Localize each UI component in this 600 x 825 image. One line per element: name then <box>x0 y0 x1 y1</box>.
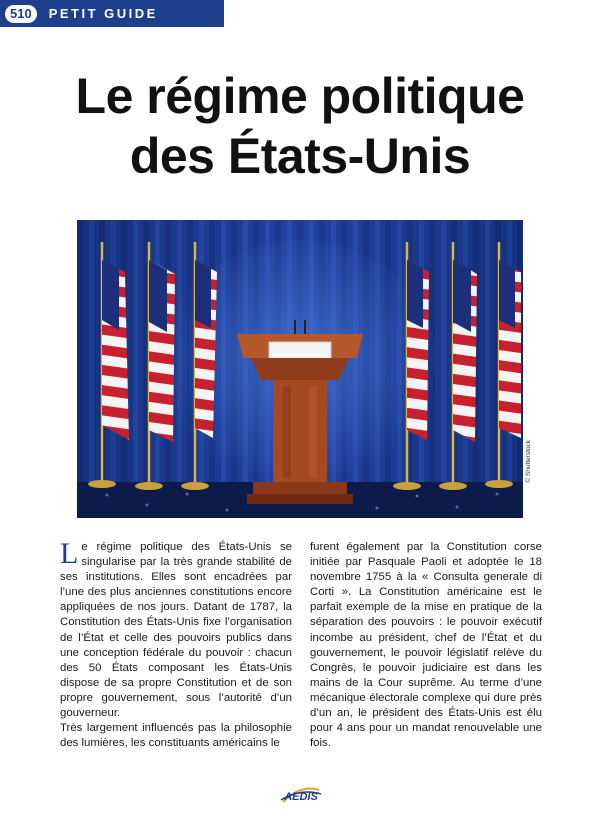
paragraph-right: furent également par la Constitution corse initiée par Pasquale Paoli et adoptée le 18 novembre 1755 à la « Consulta generale di Corti ». La Constitution américaine est le parfait exemple de la mise en pratique de la séparation des pouvoirs : le pouvoir exécutif incombe au président, chef de l’État et du gouvernement, le pouvoir législatif relève du Congrès, le pouvoir judiciaire est dans les mains de la Cour suprême. Au terme d’une mécanique électorale complexe qui dure près d’un an, le président des États-Unis est élu pour 4 ans pour un mandat renouvelable une fois. <box>310 541 542 750</box>
article-body <box>60 537 542 751</box>
drop-cap: L <box>60 537 79 570</box>
publisher-logo <box>277 780 325 806</box>
series-banner <box>0 0 224 27</box>
series-name: PETIT GUIDE <box>48 6 158 21</box>
podium-flags-illustration <box>77 220 523 518</box>
column-left <box>60 537 292 751</box>
paragraph-intro <box>60 537 292 721</box>
cover-photo <box>77 220 523 518</box>
paragraph-second: Très largement influencés pas la philosophie des lumières, les constituants américains le <box>60 722 292 750</box>
page-title <box>0 66 600 186</box>
title-line-1: Le régime politique <box>75 68 525 124</box>
series-number: 510 <box>5 5 37 23</box>
paragraph-intro-text: e régime politique des États-Unis se singularise par la très grande stabilité de ses institutions. Elles sont encadrées par l’une des plus anciennes constitutions encore appliquées de nos jours. Datant de 1787, la Constitution des États-Unis fixe l’organisation de l’État et celle des pouvoirs publics dans une conception fédérale du pouvoir : chacun des 50 États composant les États-Unis dispose de sa propre Constitution et de son propre gouvernement, sous l’autorité d’un gouverneur. <box>60 541 292 720</box>
title-line-2: des États-Unis <box>129 128 471 184</box>
photo-credit: © Shutterstock <box>525 440 532 483</box>
svg-text:AEDIS: AEDIS <box>284 791 318 803</box>
aedis-logo-icon <box>277 780 325 806</box>
column-right <box>310 540 542 751</box>
